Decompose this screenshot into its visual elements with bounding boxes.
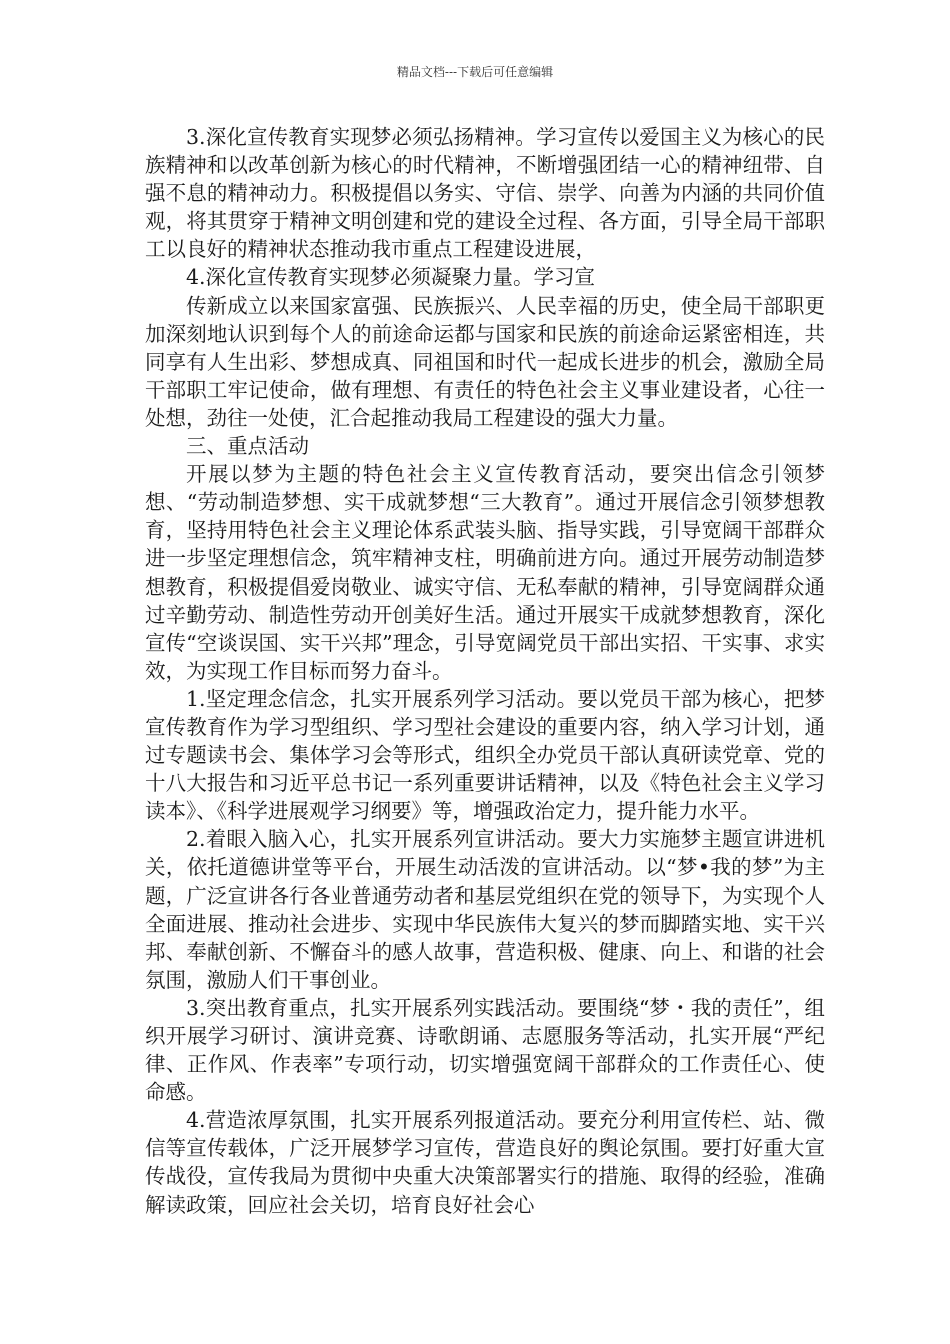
paragraph-activity-1-study: 1.坚定理念信念，扎实开展系列学习活动。要以党员干部为核心，把梦宣传教育作为学习型组织、学习型社会建设的重要内容，纳入学习计划，通过专题读书会、集体学习会等形式，组织全办党员干部认真研读党章、党的十八大报告和习近平总书记一系列重要讲话精神，以及《特色社会主义学习读本》、《科学进展观学习纲要》等，增强政治定力，提升能力水平。	[145, 686, 825, 824]
paragraph-three-educations: 开展以梦为主题的特色社会主义宣传教育活动，要突出信念引领梦想、“劳动制造梦想、实干成就梦想“三大教育”。通过开展信念引领梦想教育，坚持用特色社会主义理论体系武装头脑、指导实践，引导宽阔干部群众进一步坚定理想信念，筑牢精神支柱，明确前进方向。通过开展劳动制造梦想教育，积极提倡爱岗敬业、诚实守信、无私奉献的精神，引导宽阔群众通过辛勤劳动、制造性劳动开创美好生活。通过开展实干成就梦想教育，深化宣传“空谈误国、实干兴邦”理念，引导宽阔党员干部出实招、干实事、求实效，为实现工作目标而努力奋斗。	[145, 462, 825, 683]
document-body	[145, 123, 825, 1219]
paragraph-section-4-strength: 4.深化宣传教育实现梦必须凝聚力量。学习宣	[186, 265, 596, 290]
page-header: 精品文档---下载后可任意编辑	[396, 65, 554, 79]
paragraph-history-propaganda: 传新成立以来国家富强、民族振兴、人民幸福的历史，使全局干部职更加深刻地认识到每个人的前途命运都与国家和民族的前途命运紧密相连，共同享有人生出彩、梦想成真、同祖国和时代一起成长进步的机会，激励全局干部职工牢记使命，做有理想、有责任的特色社会主义事业建设者，心往一处想，劲往一处使，汇合起推动我局工程建设的强大力量。	[145, 293, 825, 430]
paragraph-activity-4-reporting: 4.营造浓厚氛围，扎实开展系列报道活动。要充分利用宣传栏、站、微信等宣传载体，广泛开展梦学习宣传，营造良好的舆论氛围。要打好重大宣传战役，宣传我局为贯彻中央重大决策部署实行的措施、取得的经验，准确解读政策，回应社会关切，培育良好社会心	[145, 1108, 825, 1217]
section-heading-key-activities: 三、重点活动	[186, 434, 309, 459]
paragraph-activity-3-practice: 3.突出教育重点，扎实开展系列实践活动。要围绕“梦・我的责任”，组织开展学习研讨、演讲竞赛、诗歌朗诵、志愿服务等活动，扎实开展“严纪律、正作风、作表率”专项行动，切实增强宽阔干部群众的工作责任心、使命感。	[145, 995, 825, 1105]
paragraph-section-3-spirit: 3.深化宣传教育实现梦必须弘扬精神。学习宣传以爱国主义为核心的民族精神和以改革创新为核心的时代精神，不断增强团结一心的精神纽带、自强不息的精神动力。积极提倡以务实、守信、崇学、向善为内涵的共同价值观，将其贯穿于精神文明创建和党的建设全过程、各方面，引导全局干部职工以良好的精神状态推动我市重点工程建设进展，	[145, 125, 825, 262]
paragraph-activity-2-lecture: 2.着眼入脑入心，扎实开展系列宣讲活动。要大力实施梦主题宣讲进机关，依托道德讲堂等平台，开展生动活泼的宣讲活动。以“梦•我的梦”为主题，广泛宣讲各行各业普通劳动者和基层党组织在党的领导下，为实现个人全面进展、推动社会进步、实现中华民族伟大复兴的梦而脚踏实地、实干兴邦、奉献创新、不懈奋斗的感人故事，营造积极、健康、向上、和谐的社会氛围，激励人们干事创业。	[145, 827, 825, 992]
